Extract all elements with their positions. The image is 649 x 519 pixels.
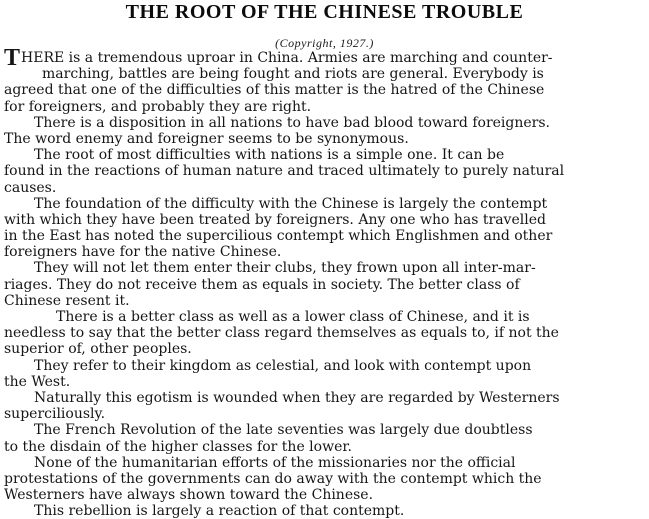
article-headline: THE ROOT OF THE CHINESE TROUBLE (125, 1, 524, 23)
article-line-text: for foreigners, and probably they are right. (4, 98, 312, 115)
article-line-text: There is a better class as well as a lower class of Chinese, and it is (56, 309, 530, 325)
article-line (4, 228, 645, 244)
article-line-text: The French Revolution of the late seventies was largely due doubtless (34, 422, 533, 439)
article-line (4, 455, 645, 471)
article-line-text: agreed that one of the difficulties of this matter is the hatred of the Chinese (4, 82, 545, 99)
article-line (4, 325, 645, 341)
article-line-text: None of the humanitarian efforts of the missionaries nor the official (34, 454, 516, 471)
article-line (4, 341, 645, 357)
article-line (4, 45, 645, 71)
article-body (4, 45, 645, 519)
article-line-text: in the East has noted the supercilious contempt which Englishmen and other (4, 228, 553, 245)
article-line-text: The word enemy and foreigner seems to be synonymous. (4, 130, 409, 147)
article-line (4, 293, 645, 309)
article-line (4, 309, 645, 325)
article-line (4, 244, 645, 260)
article-line (4, 131, 645, 147)
article-line (4, 471, 645, 487)
article-line (4, 99, 645, 115)
article-line (4, 196, 645, 212)
article-line (4, 260, 645, 276)
article-line (4, 82, 645, 98)
article-line-text: They refer to their kingdom as celestial, and look with contempt upon (34, 357, 532, 374)
article-line (4, 180, 645, 196)
article-line (4, 374, 645, 390)
drop-cap-letter: T (4, 45, 21, 71)
article-line (4, 422, 645, 438)
article-line-text: They will not let them enter their clubs, they frown upon all inter-mar- (34, 260, 536, 277)
article-line (4, 115, 645, 131)
article-line-text: found in the reactions of human nature and traced ultimately to purely natural (4, 163, 565, 180)
article-line-text: marching, battles are being fought and riots are general. Everybody is (42, 66, 544, 83)
article-line-text: HERE is a tremendous uproar in China. Armies are marching and counter- (21, 50, 553, 66)
copyright-notice: (Copyright, 1927.) (275, 36, 374, 50)
article-line-text: There is a disposition in all nations to have bad blood toward foreigners. (34, 114, 550, 131)
article-line-text: causes. (4, 179, 57, 196)
article-line (4, 406, 645, 422)
article-line (4, 358, 645, 374)
article-line-text: superior of, other peoples. (4, 341, 192, 358)
article-line (4, 487, 645, 503)
article-line-text: Chinese resent it. (4, 292, 130, 309)
article-line-text: with which they have been treated by foreigners. Any one who has travelled (4, 211, 546, 228)
article-line-text: This rebellion is largely a reaction of that contempt. (34, 503, 405, 519)
article-line (4, 503, 645, 519)
article-line (4, 212, 645, 228)
article-line-text: foreigners have for the native Chinese. (4, 244, 282, 261)
article-line (4, 277, 645, 293)
article-line-text: The foundation of the difficulty with the Chinese is largely the contempt (34, 195, 548, 212)
article-line (4, 390, 645, 406)
article-line-text: the West. (4, 373, 71, 390)
article-line (4, 439, 645, 455)
article-line-text: Westerners have always shown toward the Chinese. (4, 487, 374, 504)
article-line-text: superciliously. (4, 406, 106, 423)
article-line-text: Naturally this egotism is wounded when they are regarded by Westerners (34, 389, 560, 406)
article-line (4, 147, 645, 163)
article-line-text: riages. They do not receive them as equals in society. The better class of (4, 276, 520, 293)
article-line (4, 66, 645, 82)
article-line-text: protestations of the governments can do away with the contempt which the (4, 470, 542, 487)
article-line (4, 163, 645, 179)
article-line-text: to the disdain of the higher classes for the lower. (4, 438, 352, 455)
article-line-text: needless to say that the better class regard themselves as equals to, if not the (4, 325, 559, 342)
article-line-text: The root of most difficulties with nations is a simple one. It can be (34, 147, 505, 164)
